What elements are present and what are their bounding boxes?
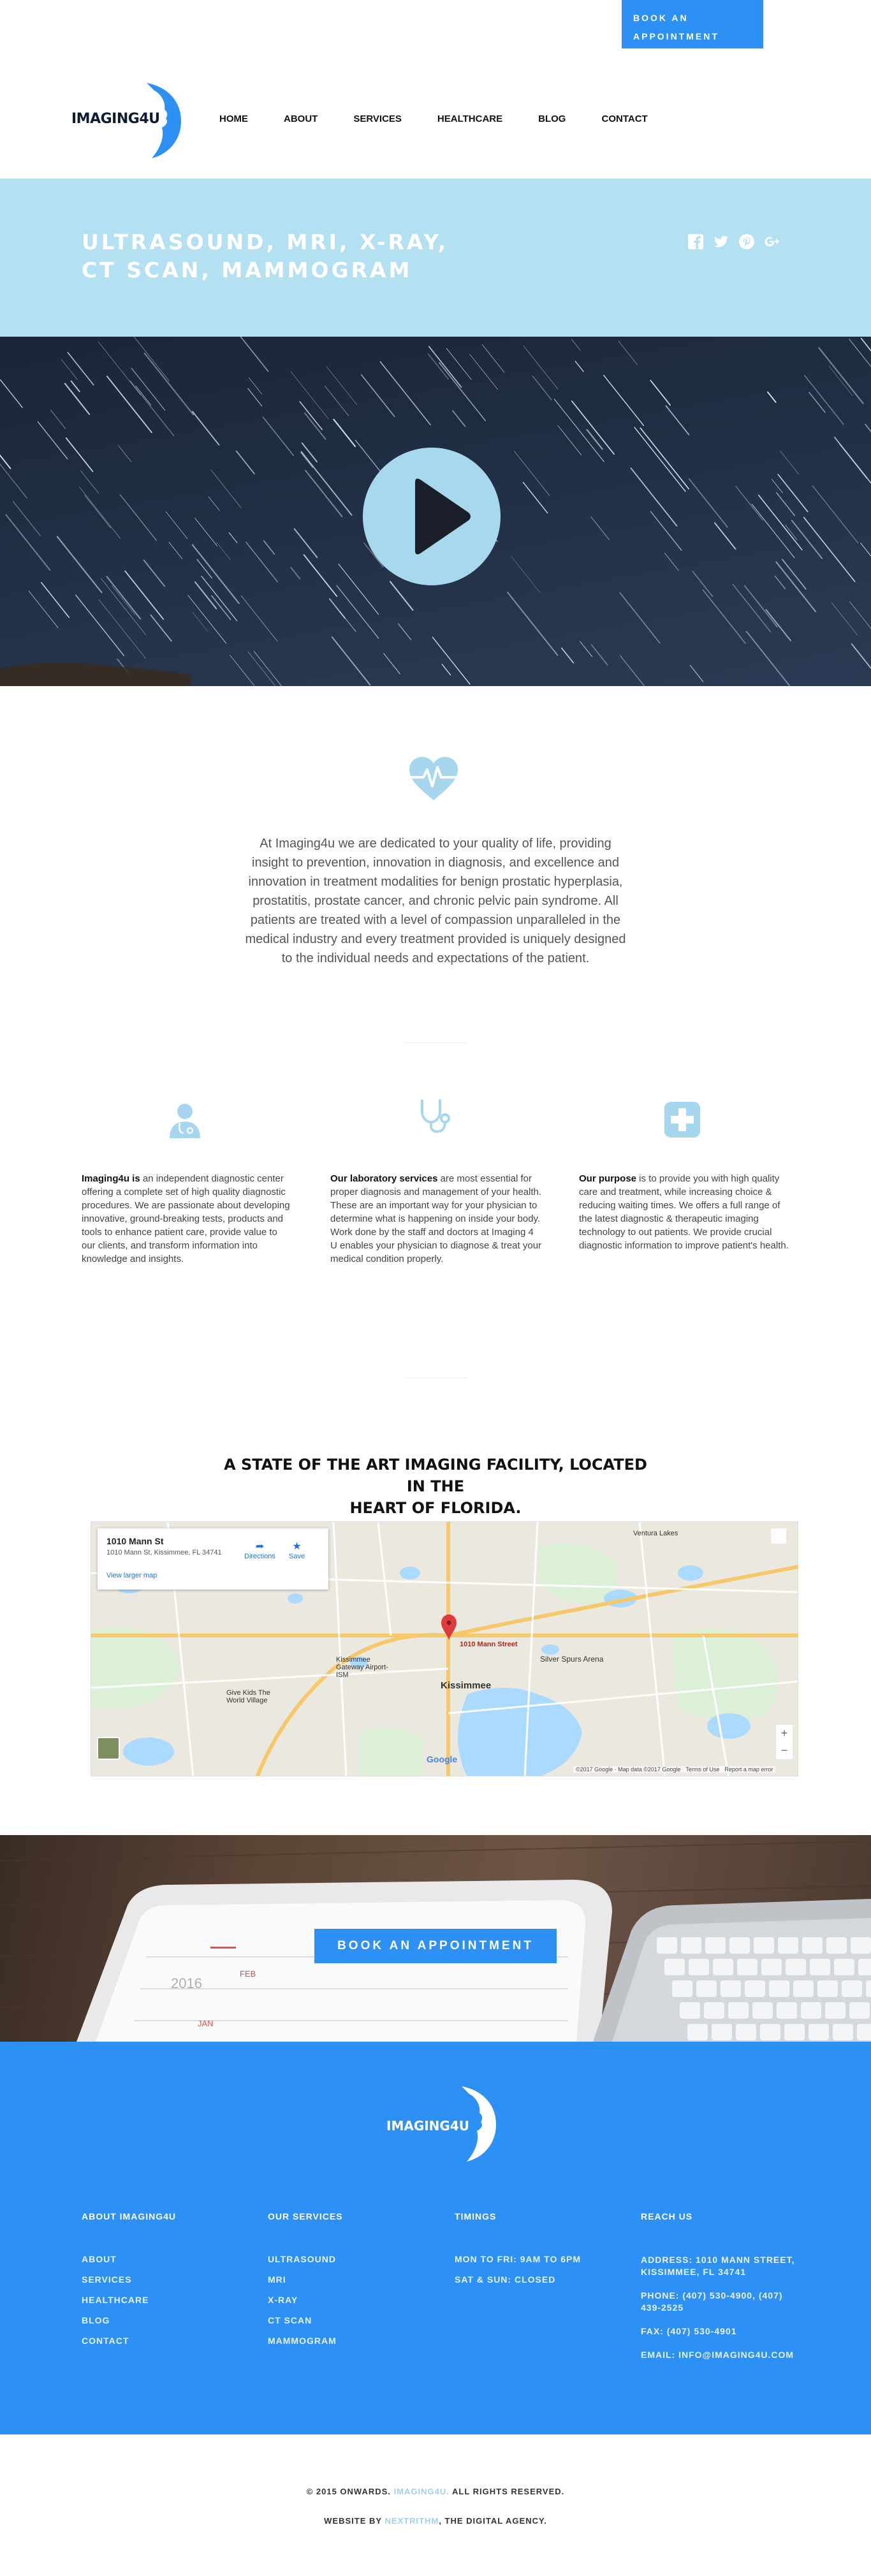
directions-icon: ➦ [255, 1541, 265, 1552]
star-icon: ★ [292, 1541, 302, 1552]
doctor-icon [166, 1101, 204, 1139]
footer-services-list [268, 2254, 337, 2356]
map-attribution [573, 1766, 775, 1773]
footer-about-list [82, 2254, 149, 2356]
facility-heading [223, 1454, 648, 1519]
feature-laboratory-bold: Our laboratory services [330, 1173, 438, 1184]
footer-link-services[interactable]: SERVICES [82, 2274, 132, 2285]
copyright-post: ALL RIGHTS RESERVED. [452, 2487, 565, 2496]
map-directions-label: Directions [244, 1553, 275, 1560]
pinterest-icon[interactable] [738, 233, 755, 250]
footer-fax: FAX: (407) 530-4901 [641, 2326, 737, 2336]
social-links [687, 233, 780, 250]
feature-about-bold: Imaging4u is [82, 1173, 140, 1184]
footer-logo-text: IMAGING4U [386, 2118, 469, 2133]
google-logo: Google [427, 1754, 458, 1764]
feature-laboratory [330, 1172, 542, 1266]
map-place-card [98, 1528, 328, 1590]
footer-reach-list [641, 2254, 800, 2373]
map-terms-link[interactable]: Terms of Use [685, 1766, 720, 1773]
feature-about-text: an independent diagnostic center offering a complete set of high quality diagnostic procedures. We are passionate about developing innovative, ground-breaking tests, products and tools to enhance patient care, provide value to our clients, and transform information into knowledge and insights. [82, 1173, 290, 1264]
location-map[interactable] [91, 1521, 798, 1776]
footer-timings-heading: TIMINGS [455, 2211, 497, 2221]
facebook-icon[interactable] [687, 233, 704, 250]
intro-text: At Imaging4u we are dedicated to your quality of life, providing insight to prevention, innovation in diagnosis, and excellence and innovation in treatment modalities for benign prostatic hyperplasia, prostatitis, prostate cancer, and chronic pelvic pain syndrome. All patients are treated with a level of compassion unparalleled in the medical industry and every treatment provided is uniquely designed to the individual needs and expectations of the patient. [245, 837, 626, 965]
book-appointment-button[interactable]: BOOK AN APPOINTMENT [314, 1929, 557, 1963]
nav-healthcare[interactable]: HEALTHCARE [437, 113, 503, 124]
nav-about[interactable]: ABOUT [284, 113, 318, 124]
google-plus-icon[interactable] [764, 233, 780, 250]
divider [404, 1377, 467, 1378]
main-nav [219, 113, 648, 124]
calendar-year-text: 2016 [171, 1975, 202, 1991]
website-credit-pre: WEBSITE BY [324, 2516, 382, 2526]
footer-services-heading: OUR SERVICES [268, 2211, 343, 2221]
footer-timing-weekday: MON TO FRI: 9AM TO 6PM [455, 2254, 582, 2264]
footer-link-about[interactable]: ABOUT [82, 2254, 117, 2264]
footer-link-blog[interactable]: BLOG [82, 2315, 110, 2325]
map-airport-label: Kissimmee Gateway Airport-ISM [336, 1656, 388, 1679]
footer-email[interactable]: EMAIL: INFO@IMAGING4U.COM [641, 2350, 794, 2360]
map-directions-button[interactable] [244, 1540, 275, 1560]
footer-link-mri[interactable]: MRI [268, 2274, 286, 2285]
facility-heading-line1: A STATE OF THE ART IMAGING FACILITY, LOCATED IN THE [224, 1456, 647, 1495]
stethoscope-icon [414, 1097, 453, 1135]
nav-services[interactable]: SERVICES [353, 113, 402, 124]
feature-purpose-text: is to provide you with high quality care and treatment, while increasing choice & reducing waiting times. We offers a full range of the latest diagnostic & therapeutic imaging technology to out patients. We provide crucial diagnostic information to improve patient's health. [579, 1173, 789, 1251]
calendar-feb-text: FEB [240, 1969, 256, 1979]
map-place-title: 1010 Mann St [106, 1536, 164, 1546]
website-credit-post: , THE DIGITAL AGENCY. [439, 2516, 547, 2526]
zoom-out-button[interactable]: − [780, 1744, 788, 1757]
footer-link-ctscan[interactable]: CT SCAN [268, 2315, 312, 2325]
play-icon [363, 448, 501, 585]
website-credit-agency-link[interactable]: NEXTRITHM [384, 2516, 439, 2526]
feature-purpose-bold: Our purpose [579, 1173, 637, 1184]
footer-phone[interactable]: PHONE: (407) 530-4900, (407) 439-2525 [641, 2290, 783, 2313]
facility-heading-line2: HEART OF FLORIDA. [349, 1499, 522, 1517]
nav-blog[interactable]: BLOG [538, 113, 566, 124]
map-givekids-label: Give Kids The World Village [226, 1689, 270, 1704]
heartbeat-icon [407, 756, 460, 801]
footer-link-healthcare[interactable]: HEALTHCARE [82, 2295, 149, 2305]
feature-purpose [579, 1172, 791, 1252]
twitter-icon[interactable] [713, 233, 729, 250]
footer-about-heading: ABOUT IMAGING4U [82, 2211, 176, 2221]
map-pin-label: 1010 Mann Street [460, 1641, 518, 1648]
copyright-text [0, 2487, 871, 2496]
map-arena-label: Silver Spurs Arena [540, 1655, 604, 1664]
map-save-button[interactable] [289, 1540, 305, 1560]
footer-timings-list [455, 2254, 581, 2295]
copyright-brand-link[interactable]: IMAGING4U. [393, 2487, 450, 2496]
website-credit [0, 2516, 871, 2526]
feature-about [82, 1172, 293, 1266]
copyright-bar [0, 2434, 871, 2576]
map-save-label: Save [289, 1553, 305, 1560]
map-venturalakes-label: Ventura Lakes [633, 1530, 678, 1537]
logo-text: IMAGING4U [71, 111, 160, 127]
footer-link-ultrasound[interactable]: ULTRASOUND [268, 2254, 336, 2264]
play-button[interactable] [363, 448, 501, 585]
book-appointment-top-button[interactable]: BOOK AN APPOINTMENT [622, 0, 763, 48]
copyright-pre: © 2015 ONWARDS. [306, 2487, 391, 2496]
map-city-label: Kissimmee [441, 1680, 492, 1691]
banner-title [82, 228, 528, 284]
calendar-jan-text: JAN [198, 2019, 214, 2028]
footer-link-xray[interactable]: X-RAY [268, 2295, 298, 2305]
map-view-larger-link[interactable]: View larger map [106, 1572, 157, 1579]
footer-reach-heading: REACH US [641, 2211, 693, 2221]
banner-title-line1: ULTRASOUND, MRI, X-RAY, [82, 230, 449, 254]
footer-link-contact[interactable]: CONTACT [82, 2336, 129, 2346]
nav-contact[interactable]: CONTACT [601, 113, 648, 124]
feature-laboratory-text: are most essential for proper diagnosis and management of your health. These are an important way for your physician to determine what is happening on inside your body. Work done by the staff and doctors at Imaging 4 U enables your physician to diagnose & treat your medical condition properly. [330, 1173, 542, 1264]
nav-home[interactable]: HOME [219, 113, 248, 124]
map-zoom-controls [776, 1725, 793, 1759]
zoom-in-button[interactable]: + [780, 1727, 788, 1739]
footer-timing-weekend: SAT & SUN: CLOSED [455, 2274, 556, 2285]
map-report-link[interactable]: Report a map error [724, 1766, 773, 1773]
banner-title-line2: CT SCAN, MAMMOGRAM [82, 258, 413, 282]
medical-cross-icon [663, 1101, 701, 1139]
footer-link-mammogram[interactable]: MAMMOGRAM [268, 2336, 337, 2346]
map-attribution-text: ©2017 Google · Map data ©2017 Google [576, 1766, 681, 1773]
map-place-address: 1010 Mann St, Kissimmee, FL 34741 [106, 1549, 222, 1556]
footer-address: ADDRESS: 1010 MANN STREET, KISSIMMEE, FL 34741 [641, 2255, 795, 2277]
